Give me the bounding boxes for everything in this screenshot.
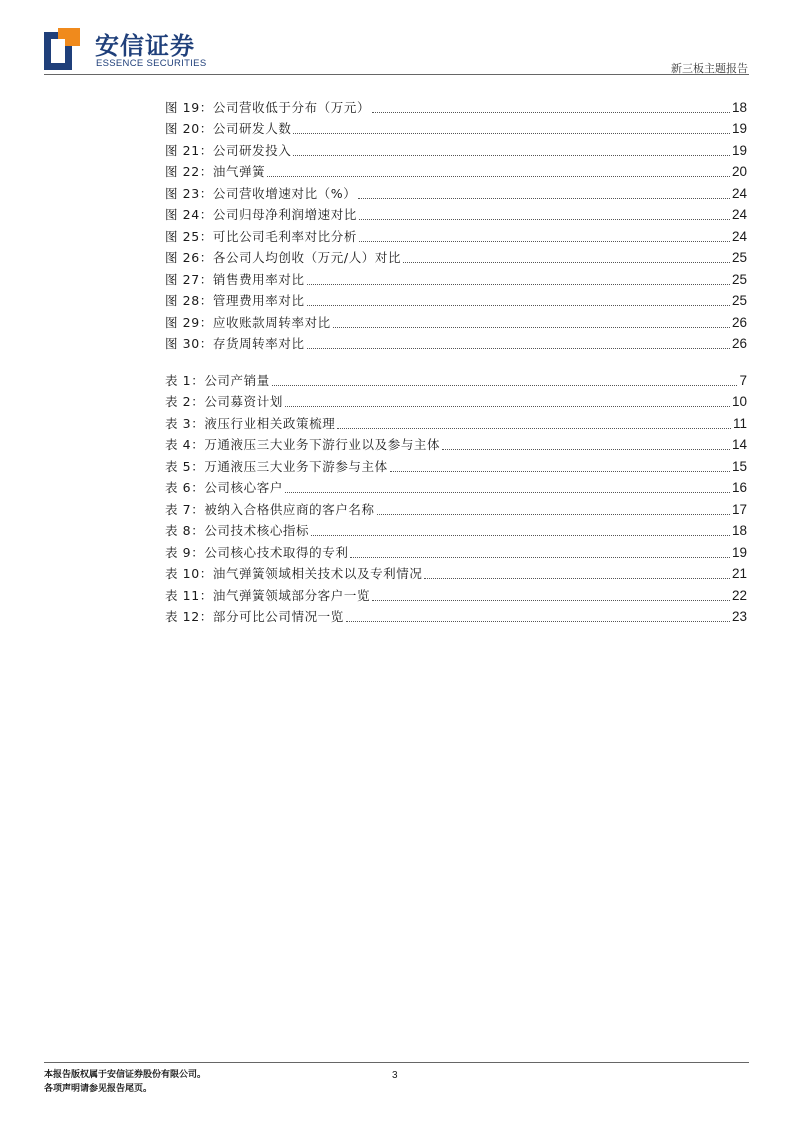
table-entry-label: 表 12：部分可比公司情况一览 — [165, 609, 344, 624]
figure-entry-label: 图 29：应收账款周转率对比 — [165, 314, 331, 330]
dot-leader — [424, 577, 729, 579]
table-entry-label: 表 11：油气弹簧领域部分客户一览 — [165, 587, 371, 603]
page-number: 3 — [392, 1070, 398, 1081]
table-entry-label: 表 5：万通液压三大业务下游参与主体 — [165, 458, 388, 474]
table-entry[interactable] — [165, 432, 747, 454]
figure-entry-label: 图 30：存货周转率对比 — [165, 336, 305, 351]
table-entry-page: 22 — [731, 587, 747, 603]
figure-entry[interactable] — [165, 94, 747, 116]
dot-leader — [350, 556, 730, 558]
figure-entry[interactable] — [165, 331, 747, 353]
footer-disclaimer — [44, 1068, 206, 1096]
figure-entry-label: 图 26：各公司人均创收（万元/人）对比 — [165, 250, 402, 265]
table-entry-page: 15 — [731, 458, 747, 474]
figure-entry-page: 18 — [731, 99, 747, 115]
table-entry[interactable] — [165, 410, 747, 432]
figure-entry-label: 图 21：公司研发投入 — [165, 142, 292, 158]
dot-leader — [307, 347, 730, 349]
table-entry[interactable] — [165, 367, 747, 389]
figure-entry[interactable] — [165, 266, 747, 288]
dot-leader — [272, 384, 738, 386]
essence-logo-icon — [44, 28, 80, 70]
figure-entry-page: 19 — [731, 142, 747, 158]
table-entry-page: 21 — [731, 566, 747, 581]
figure-entry-page: 24 — [731, 185, 747, 201]
figure-entry-page: 26 — [731, 336, 747, 351]
brand-name-en: ESSENCE SECURITIES — [96, 58, 207, 69]
figure-entry[interactable] — [165, 309, 747, 331]
table-entry-page: 19 — [731, 544, 747, 560]
dot-leader — [333, 326, 730, 328]
table-entry[interactable] — [165, 561, 747, 583]
figure-entry-label: 图 27：销售费用率对比 — [165, 271, 305, 287]
table-entry-page: 14 — [731, 437, 747, 452]
table-entry-label: 表 3：液压行业相关政策梳理 — [165, 415, 336, 431]
dot-leader — [359, 218, 730, 220]
dot-leader — [346, 620, 730, 622]
table-entry-label: 表 1：公司产销量 — [165, 372, 270, 388]
figure-entry[interactable] — [165, 288, 747, 310]
brand-name-cn: 安信证券 — [95, 32, 195, 60]
figure-entry-label: 图 20：公司研发人数 — [165, 121, 292, 136]
table-entry[interactable] — [165, 389, 747, 411]
table-entry[interactable] — [165, 475, 747, 497]
dot-leader — [267, 175, 730, 177]
table-entry-label: 表 2：公司募资计划 — [165, 394, 283, 409]
disclaimer-notice: 各项声明请参见报告尾页。 — [44, 1084, 153, 1094]
report-type-label: 新三板主题报告 — [671, 62, 748, 75]
dot-leader — [293, 132, 729, 134]
table-entry-label: 表 9：公司核心技术取得的专利 — [165, 544, 349, 560]
figure-entry-page: 24 — [731, 228, 747, 244]
dot-leader — [372, 111, 730, 113]
figure-entry-label: 图 28：管理费用率对比 — [165, 293, 305, 308]
dot-leader — [285, 405, 730, 407]
dot-leader — [390, 470, 730, 472]
figure-entry[interactable] — [165, 116, 747, 138]
table-entry-page: 18 — [731, 523, 747, 538]
figure-entry[interactable] — [165, 180, 747, 202]
dot-leader — [307, 304, 730, 306]
dot-leader — [358, 197, 730, 199]
table-entry-page: 7 — [739, 372, 747, 388]
table-entry-label: 表 6：公司核心客户 — [165, 480, 283, 495]
figure-entry-page: 25 — [731, 293, 747, 308]
figure-entry-label: 图 22：油气弹簧 — [165, 164, 266, 179]
dot-leader — [377, 513, 730, 515]
table-entry-page: 16 — [731, 480, 747, 495]
table-entry[interactable] — [165, 453, 747, 475]
figure-entry[interactable] — [165, 137, 747, 159]
table-entry[interactable] — [165, 496, 747, 518]
figure-entry-page: 26 — [731, 314, 747, 330]
table-entry-label: 表 8：公司技术核心指标 — [165, 523, 310, 538]
figure-entry-label: 图 19：公司营收低于分布（万元） — [165, 99, 371, 115]
table-entry-page: 23 — [731, 609, 747, 624]
dot-leader — [442, 448, 730, 450]
table-entry-label: 表 4：万通液压三大业务下游行业以及参与主体 — [165, 437, 441, 452]
dot-leader — [403, 261, 730, 263]
table-entry-label: 表 7：被纳入合格供应商的客户名称 — [165, 501, 375, 517]
figure-index-list — [165, 94, 747, 352]
table-entry[interactable] — [165, 604, 747, 626]
copyright-notice: 本报告版权属于安信证券股份有限公司。 — [44, 1070, 207, 1080]
dot-leader — [285, 491, 730, 493]
table-entry[interactable] — [165, 539, 747, 561]
figure-entry[interactable] — [165, 245, 747, 267]
table-index-list — [165, 367, 747, 625]
table-entry[interactable] — [165, 518, 747, 540]
table-entry-page: 10 — [731, 394, 747, 409]
dot-leader — [359, 240, 730, 242]
figure-entry-label: 图 25：可比公司毛利率对比分析 — [165, 228, 357, 244]
table-entry[interactable] — [165, 582, 747, 604]
dot-leader — [372, 599, 730, 601]
figure-entry[interactable] — [165, 223, 747, 245]
table-entry-page: 17 — [731, 501, 747, 517]
footer-divider — [44, 1062, 749, 1063]
figure-entry-label: 图 24：公司归母净利润增速对比 — [165, 207, 357, 222]
table-entry-label: 表 10：油气弹簧领域相关技术以及专利情况 — [165, 566, 423, 581]
dot-leader — [311, 534, 730, 536]
figure-entry-label: 图 23：公司营收增速对比（%） — [165, 185, 357, 201]
figure-entry-page: 24 — [731, 207, 747, 222]
figure-entry-page: 20 — [731, 164, 747, 179]
figure-entry[interactable] — [165, 159, 747, 181]
figure-entry-page: 25 — [731, 250, 747, 265]
figure-entry[interactable] — [165, 202, 747, 224]
figure-entry-page: 19 — [731, 121, 747, 136]
dot-leader — [337, 427, 731, 429]
dot-leader — [293, 154, 729, 156]
table-entry-page: 11 — [732, 415, 747, 431]
dot-leader — [307, 283, 730, 285]
header-divider — [44, 74, 749, 75]
figure-entry-page: 25 — [731, 271, 747, 287]
page-header — [0, 0, 793, 80]
